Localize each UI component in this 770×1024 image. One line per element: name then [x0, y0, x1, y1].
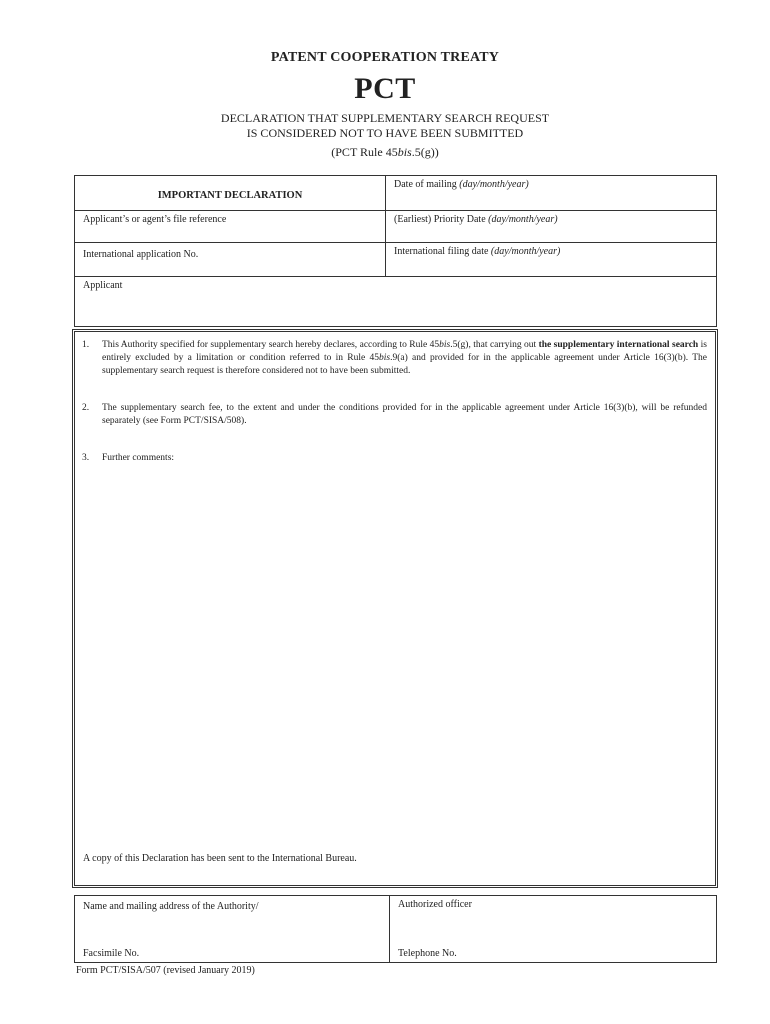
- paragraph-3: [82, 452, 707, 465]
- rule-reference: [0, 145, 770, 160]
- paragraph-2-number: 2.: [82, 403, 90, 413]
- filing-date-field[interactable]: [386, 243, 716, 276]
- p1-text-a: This Authority specified for supplementary search hereby declares, according to Rule 45: [102, 340, 440, 350]
- applicant-label: Applicant: [83, 280, 123, 291]
- important-declaration-label: IMPORTANT DECLARATION: [157, 190, 303, 201]
- p1-bold: the supplementary international search: [538, 340, 699, 350]
- filing-date-label: International filing date: [394, 246, 489, 257]
- rule-bis: bis: [397, 145, 412, 159]
- declaration-title-line2: IS CONSIDERED NOT TO HAVE BEEN SUBMITTED: [246, 126, 524, 140]
- rule-suffix: .5(g)): [411, 145, 439, 159]
- priority-date-field[interactable]: [386, 211, 716, 242]
- top-table: [74, 175, 717, 327]
- facsimile-label: Facsimile No.: [83, 948, 140, 959]
- treaty-heading: PATENT COOPERATION TREATY: [270, 50, 500, 65]
- further-comments-area[interactable]: [100, 470, 705, 840]
- p1-bis-1: bis: [439, 340, 451, 350]
- paragraph-3-number: 3.: [82, 453, 90, 463]
- application-number-field[interactable]: [75, 243, 385, 276]
- telephone-label: Telephone No.: [398, 948, 457, 959]
- application-number-label: International application No.: [83, 249, 199, 260]
- p1-text-c: is entirely excluded by a limitation or condition referred to in Rule 45: [102, 340, 707, 363]
- paragraph-3-text: Further comments:: [102, 453, 175, 463]
- priority-date-format: (day/month/year): [488, 214, 558, 225]
- applicant-field[interactable]: [75, 277, 716, 326]
- filing-date-format: (day/month/year): [490, 246, 561, 257]
- p1-text-d: .9(a) and provided for in the applicable agreement under Article 16(3)(b). The supplementary search request is therefore considered not to have been submitted.: [102, 353, 707, 376]
- file-reference-field[interactable]: [75, 211, 385, 242]
- bottom-table: [74, 895, 717, 963]
- paragraph-2-text: The supplementary search fee, to the extent and under the conditions provided for in the applicable agreement under Article 16(3)(b), will be refunded separately (see Form PCT/SISA/508).: [102, 403, 707, 426]
- authority-address-label: Name and mailing address of the Authority/: [83, 901, 259, 912]
- p1-text-b: .5(g), that carrying out: [450, 340, 539, 350]
- priority-date-label: (Earliest) Priority Date: [394, 214, 486, 225]
- rule-prefix: (PCT Rule 45: [331, 145, 398, 159]
- date-of-mailing-label: Date of mailing: [394, 179, 457, 190]
- file-reference-label: Applicant’s or agent’s file reference: [83, 214, 227, 225]
- date-of-mailing-field[interactable]: [386, 176, 716, 210]
- copy-note: A copy of this Declaration has been sent to the International Bureau.: [83, 853, 357, 864]
- paragraph-2: [82, 402, 707, 428]
- declaration-title-line1: DECLARATION THAT SUPPLEMENTARY SEARCH REQUEST: [220, 111, 550, 125]
- authorized-officer-label: Authorized officer: [398, 899, 472, 910]
- paragraph-1: [82, 339, 707, 378]
- paragraph-1-number: 1.: [82, 340, 90, 350]
- date-of-mailing-format: (day/month/year): [459, 179, 529, 190]
- p1-bis-2: bis: [379, 353, 391, 363]
- pct-title: PCT: [354, 72, 416, 105]
- form-footer: Form PCT/SISA/507 (revised January 2019): [76, 965, 255, 976]
